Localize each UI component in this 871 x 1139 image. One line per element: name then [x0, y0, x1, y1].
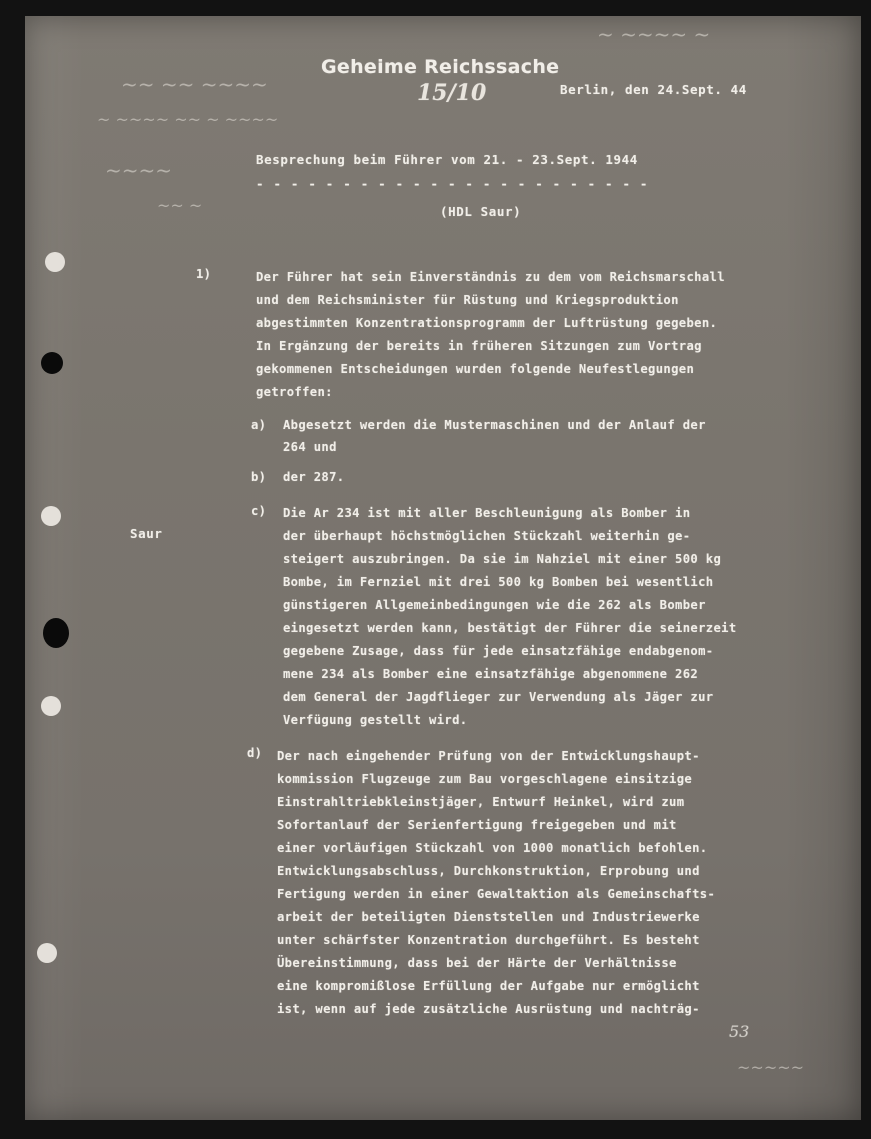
punch-hole-5: [41, 696, 61, 716]
sub-a-label: a): [251, 418, 267, 432]
sub-c-line: Bombe, im Fernziel mit drei 500 kg Bomben bei wesentlich: [283, 575, 714, 589]
sub-d-line: Entwicklungsabschluss, Durchkonstruktion, Erprobung und: [277, 864, 700, 878]
item-1-line: getroffen:: [256, 385, 333, 399]
sub-b-line: der 287.: [283, 470, 345, 484]
sub-d-label: d): [247, 746, 263, 760]
sub-a-line: 264 und: [283, 440, 337, 454]
classification-heading: Geheime Reichssache: [321, 56, 560, 78]
handwritten-signature-bottom: ~~~~~: [737, 1058, 805, 1077]
sub-d-line: einer vorläufigen Stückzahl von 1000 monatlich befohlen.: [277, 841, 708, 855]
sub-c-line: der überhaupt höchstmöglichen Stückzahl weiterhin ge-: [283, 529, 691, 543]
item-1-number: 1): [196, 267, 212, 281]
subject-underline: - - - - - - - - - - - - - - - - - - - - - - -: [256, 176, 649, 191]
item-1-line: Der Führer hat sein Einverständnis zu dem vom Reichsmarschall: [256, 270, 725, 284]
sub-d-line: Fertigung werden in einer Gewaltaktion als Gemeinschafts-: [277, 887, 716, 901]
sub-d-line: eine kompromißlose Erfüllung der Aufgabe nur ermöglicht: [277, 979, 700, 993]
punch-hole-4: [43, 618, 69, 648]
place-date: Berlin, den 24.Sept. 44: [560, 82, 747, 97]
sub-d-line: Sofortanlauf der Serienfertigung freigegeben und mit: [277, 818, 677, 832]
sub-a-line: Abgesetzt werden die Mustermaschinen und der Anlauf der: [283, 418, 706, 432]
sub-b-label: b): [251, 470, 267, 484]
sub-d-line: Der nach eingehender Prüfung von der Entwicklungshaupt-: [277, 749, 700, 763]
sub-c-line: mene 234 als Bomber eine einsatzfähige abgenommene 262: [283, 667, 699, 681]
sub-c-label: c): [251, 504, 267, 518]
punch-hole-2: [41, 352, 63, 374]
handwritten-scribble-top-right: ~ ~~~~ ~: [597, 22, 711, 46]
item-1-line: abgestimmten Konzentrationsprogramm der Luftrüstung gegeben.: [256, 316, 718, 330]
sub-c-line: günstigeren Allgemeinbedingungen wie die 262 als Bomber: [283, 598, 706, 612]
handwritten-folio: 15/10: [417, 80, 487, 106]
handwritten-scribble-left-3: ~~~~: [105, 158, 173, 182]
sub-c-line: dem General der Jagdflieger zur Verwendung als Jäger zur: [283, 690, 714, 704]
sub-c-line: Die Ar 234 ist mit aller Beschleunigung als Bomber in: [283, 506, 691, 520]
punch-hole-1: [45, 252, 65, 272]
sub-d-line: unter schärfster Konzentration durchgeführt. Es besteht: [277, 933, 700, 947]
sub-c-line: steigert auszubringen. Da sie im Nahziel mit einer 500 kg: [283, 552, 722, 566]
item-1-line: und dem Reichsminister für Rüstung und Kriegsproduktion: [256, 293, 679, 307]
author-line: (HDL Saur): [440, 204, 522, 219]
sub-d-line: kommission Flugzeuge zum Bau vorgeschlagene einsitzige: [277, 772, 693, 786]
margin-name: Saur: [130, 526, 163, 541]
document-page: [25, 16, 861, 1120]
item-1-line: In Ergänzung der bereits in früheren Sitzungen zum Vortrag: [256, 339, 702, 353]
subject-line: Besprechung beim Führer vom 21. - 23.Sept. 1944: [256, 152, 638, 167]
punch-hole-6: [37, 943, 57, 963]
handwritten-scribble-top-left: ~~ ~~ ~~~~: [121, 72, 268, 96]
sub-d-line: arbeit der beteiligten Dienststellen und Industriewerke: [277, 910, 700, 924]
sub-d-line: Übereinstimmung, dass bei der Härte der Verhältnisse: [277, 956, 677, 970]
handwritten-scribble-left-4: ~~ ~: [157, 196, 203, 215]
sub-d-line: Einstrahltriebkleinstjäger, Entwurf Heinkel, wird zum: [277, 795, 685, 809]
punch-hole-3: [41, 506, 61, 526]
sub-d-line: ist, wenn auf jede zusätzliche Ausrüstung und nachträg-: [277, 1002, 700, 1016]
handwritten-scribble-left-2: ~ ~~~~ ~~ ~ ~~~~: [97, 110, 279, 129]
sub-c-line: Verfügung gestellt wird.: [283, 713, 468, 727]
page-folio: 53: [729, 1022, 750, 1041]
sub-c-line: eingesetzt werden kann, bestätigt der Führer die seinerzeit: [283, 621, 737, 635]
sub-c-line: gegebene Zusage, dass für jede einsatzfähige endabgenom-: [283, 644, 714, 658]
item-1-line: gekommenen Entscheidungen wurden folgende Neufestlegungen: [256, 362, 695, 376]
